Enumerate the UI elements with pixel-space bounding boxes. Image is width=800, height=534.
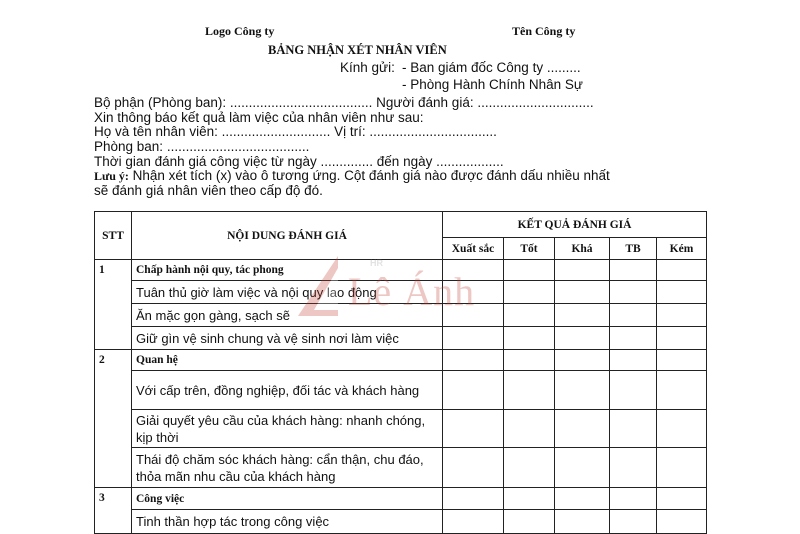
header-rating-excellent: Xuất sắc: [443, 238, 504, 260]
rating-cell[interactable]: [443, 448, 504, 488]
rating-cell[interactable]: [610, 510, 657, 534]
rating-cell[interactable]: [443, 510, 504, 534]
rating-cell[interactable]: [657, 510, 707, 534]
rating-cell[interactable]: [504, 448, 555, 488]
stt-cell: 2: [95, 350, 132, 488]
rating-cell[interactable]: [504, 371, 555, 410]
table-row: [95, 510, 707, 534]
section-heading: Quan hệ: [132, 350, 443, 371]
table-row: [95, 327, 707, 350]
rating-cell[interactable]: [657, 350, 707, 371]
rating-cell[interactable]: [610, 448, 657, 488]
rating-cell[interactable]: [555, 327, 610, 350]
evaluation-period-line: Thời gian đánh giá công việc từ ngày .............. đến ngày ..................: [94, 154, 504, 169]
rating-cell[interactable]: [504, 327, 555, 350]
rating-cell[interactable]: [443, 371, 504, 410]
rating-cell[interactable]: [555, 371, 610, 410]
table-row: [95, 448, 707, 488]
table-row: [95, 488, 707, 510]
watermark-logo: [290, 254, 530, 326]
header-rating-average: TB: [610, 238, 657, 260]
header-rating-good: Tốt: [504, 238, 555, 260]
section-heading: Công việc: [132, 488, 443, 510]
criterion-text: Tuân thủ giờ làm việc và nội quy lao động: [132, 281, 443, 304]
rating-cell[interactable]: [657, 304, 707, 327]
rating-cell[interactable]: [610, 350, 657, 371]
criterion-text: Giữ gìn vệ sinh chung và vệ sinh nơi làm việc: [132, 327, 443, 350]
header-rating-fair: Khá: [555, 238, 610, 260]
header-rating-poor: Kém: [657, 238, 707, 260]
rating-cell[interactable]: [504, 410, 555, 448]
room-line: Phòng ban: ......................................: [94, 139, 310, 154]
rating-cell[interactable]: [657, 281, 707, 304]
rating-cell[interactable]: [610, 410, 657, 448]
rating-cell[interactable]: [610, 304, 657, 327]
rating-cell[interactable]: [610, 371, 657, 410]
rating-cell[interactable]: [555, 448, 610, 488]
rating-cell[interactable]: [555, 260, 610, 281]
rating-cell[interactable]: [555, 488, 610, 510]
document-title: BẢNG NHẬN XÉT NHÂN VIÊN: [268, 43, 447, 57]
criterion-text: Ăn mặc gọn gàng, sạch sẽ: [132, 304, 443, 327]
recipient-line-2: - Phòng Hành Chính Nhân Sự: [402, 77, 583, 92]
rating-cell[interactable]: [657, 371, 707, 410]
section-heading: Chấp hành nội quy, tác phong: [132, 260, 443, 281]
rating-cell[interactable]: [610, 488, 657, 510]
rating-cell[interactable]: [610, 260, 657, 281]
rating-cell[interactable]: [555, 304, 610, 327]
intro-line: Xin thông báo kết quả làm việc của nhân viên như sau:: [94, 110, 424, 125]
note-line: [94, 168, 610, 184]
rating-cell[interactable]: [610, 327, 657, 350]
header-result: KẾT QUẢ ĐÁNH GIÁ: [443, 212, 707, 238]
criterion-text: Với cấp trên, đồng nghiệp, đối tác và khách hàng: [132, 371, 443, 410]
table-row: [95, 371, 707, 410]
rating-cell[interactable]: [443, 488, 504, 510]
rating-cell[interactable]: [610, 281, 657, 304]
stt-cell: 3: [95, 488, 132, 534]
rating-cell[interactable]: [504, 510, 555, 534]
recipient-label: Kính gửi:: [340, 60, 395, 75]
criterion-text: Tinh thần hợp tác trong công việc: [132, 510, 443, 534]
note-label: Lưu ý:: [94, 169, 129, 183]
note-text: Nhận xét tích (x) vào ô tương ứng. Cột đánh giá nào được đánh dấu nhiều nhất: [128, 168, 610, 183]
rating-cell[interactable]: [657, 327, 707, 350]
rating-cell[interactable]: [555, 410, 610, 448]
rating-cell[interactable]: [443, 350, 504, 371]
rating-cell[interactable]: [504, 488, 555, 510]
table-row: [95, 350, 707, 371]
department-evaluator-line: Bộ phận (Phòng ban): ...................................... Người đánh giá: ...............................: [94, 95, 594, 110]
recipient-line-1: - Ban giám đốc Công ty .........: [402, 60, 581, 75]
rating-cell[interactable]: [504, 350, 555, 371]
header-stt: STT: [95, 212, 132, 260]
rating-cell[interactable]: [555, 510, 610, 534]
employee-name-position-line: Họ và tên nhân viên: ............................. Vị trí: ..................................: [94, 124, 497, 139]
note-line-2: sẽ đánh giá nhân viên theo cấp độ đó.: [94, 183, 323, 198]
watermark-text: Lê Ánh: [348, 269, 476, 314]
rating-cell[interactable]: [657, 260, 707, 281]
rating-cell[interactable]: [657, 448, 707, 488]
rating-cell[interactable]: [555, 350, 610, 371]
watermark-hr: HR: [370, 258, 383, 268]
criterion-text: Giải quyết yêu cầu của khách hàng: nhanh chóng, kịp thời: [132, 410, 443, 448]
rating-cell[interactable]: [443, 410, 504, 448]
criterion-text: Thái độ chăm sóc khách hàng: cẩn thận, chu đáo, thỏa mãn nhu cầu của khách hàng: [132, 448, 443, 488]
header-content: NỘI DUNG ĐÁNH GIÁ: [132, 212, 443, 260]
table-row: [95, 410, 707, 448]
stt-cell: 1: [95, 260, 132, 350]
rating-cell[interactable]: [443, 327, 504, 350]
logo-placeholder: Logo Công ty: [205, 24, 275, 38]
rating-cell[interactable]: [657, 488, 707, 510]
logo-triangle-icon: [290, 254, 350, 324]
company-name-placeholder: Tên Công ty: [512, 24, 576, 38]
rating-cell[interactable]: [555, 281, 610, 304]
rating-cell[interactable]: [657, 410, 707, 448]
